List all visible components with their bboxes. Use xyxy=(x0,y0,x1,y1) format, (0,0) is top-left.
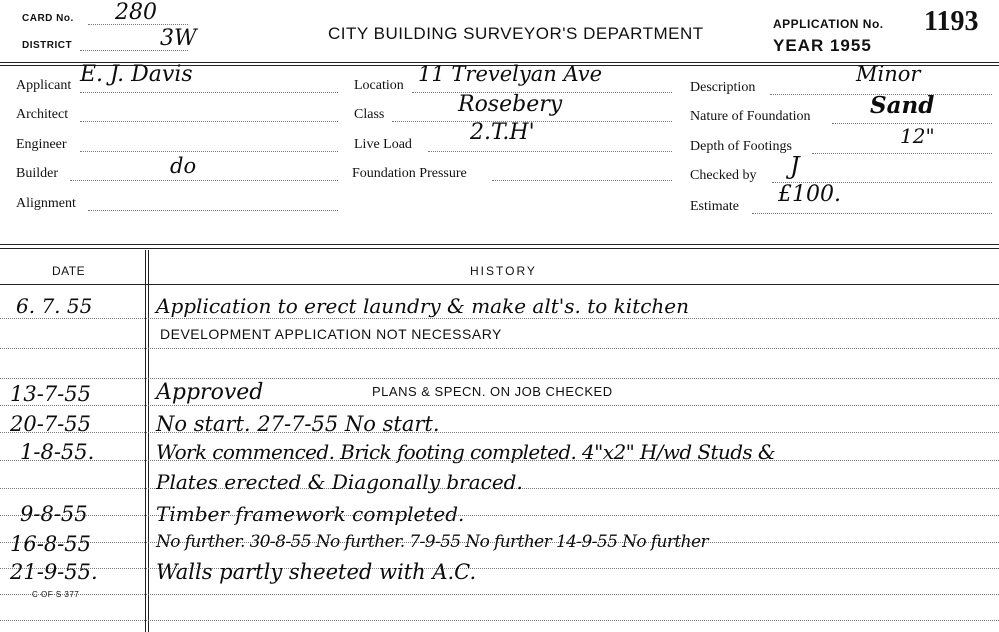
history-text: Plates erected & Diagonally braced. xyxy=(156,470,523,494)
form-code: C OF S 377 xyxy=(32,590,80,599)
class-value: Rosebery xyxy=(458,92,563,117)
history-text: No further. 30-8-55 No further. 7-9-55 No further 14-9-55 No further xyxy=(156,532,708,552)
card-no-label: CARD No. xyxy=(22,13,74,24)
location-label: Location xyxy=(354,78,404,93)
nature-of-foundation-value: Sand xyxy=(870,92,935,119)
live-load-line xyxy=(428,151,672,152)
foundation-pressure-line xyxy=(492,180,672,181)
year-label: YEAR 1955 xyxy=(773,36,872,55)
history-date: 1-8-55. xyxy=(20,440,95,464)
history-rule xyxy=(0,318,999,319)
applicant-value: E. J. Davis xyxy=(80,62,193,87)
history-rule xyxy=(0,515,999,516)
history-text: Work commenced. Brick footing completed. 4"x2" H/wd Studs & xyxy=(156,440,776,464)
district-value: 3W xyxy=(160,26,197,51)
depth-of-footings-value: 12" xyxy=(900,124,935,148)
foundation-pressure-label: Foundation Pressure xyxy=(352,166,467,181)
history-date: 21-9-55. xyxy=(10,560,98,584)
builder-line xyxy=(70,180,338,181)
architect-line xyxy=(80,121,338,122)
section-rule-bottom xyxy=(0,248,999,249)
history-rule xyxy=(0,568,999,569)
plans-checked-stamp: PLANS & SPECN. ON JOB CHECKED xyxy=(372,384,613,399)
date-header: DATE xyxy=(52,264,86,278)
department-title: CITY BUILDING SURVEYOR'S DEPARTMENT xyxy=(328,24,704,43)
checked-by-value: J xyxy=(790,152,800,180)
history-rule xyxy=(0,378,999,379)
alignment-label: Alignment xyxy=(16,196,76,211)
history-date: 20-7-55 xyxy=(10,412,91,436)
estimate-label: Estimate xyxy=(690,199,739,214)
live-load-label: Live Load xyxy=(354,137,412,152)
checked-by-label: Checked by xyxy=(690,168,757,183)
district-label: DISTRICT xyxy=(22,40,73,51)
history-text: Application to erect laundry & make alt's. to kitchen xyxy=(156,294,690,318)
live-load-value: 2.T.H' xyxy=(470,120,535,145)
history-rule xyxy=(0,405,999,406)
applicant-line xyxy=(80,92,338,93)
development-stamp: DEVELOPMENT APPLICATION NOT NECESSARY xyxy=(160,326,502,342)
history-rule xyxy=(0,620,999,621)
history-date: 13-7-55 xyxy=(10,382,91,406)
depth-of-footings-line xyxy=(812,153,992,154)
applicant-label: Applicant xyxy=(16,78,72,93)
history-rule xyxy=(0,348,999,349)
estimate-value: £100. xyxy=(778,182,841,207)
estimate-line xyxy=(752,213,992,214)
history-header-rule xyxy=(0,284,999,285)
history-date: 16-8-55 xyxy=(10,532,91,556)
history-date: 9-8-55 xyxy=(20,502,88,526)
engineer-line xyxy=(80,151,338,152)
class-label: Class xyxy=(354,107,385,122)
engineer-label: Engineer xyxy=(16,137,67,152)
depth-of-footings-label: Depth of Footings xyxy=(690,139,792,154)
history-text: No start. 27-7-55 No start. xyxy=(156,412,440,436)
nature-of-foundation-label: Nature of Foundation xyxy=(690,109,811,124)
builder-label: Builder xyxy=(16,166,58,181)
date-column-divider-2 xyxy=(148,250,149,632)
application-no-value: 1193 xyxy=(924,6,979,37)
history-header: HISTORY xyxy=(470,264,537,278)
history-date: 6. 7. 55 xyxy=(16,294,93,318)
card-no-value: 280 xyxy=(115,0,157,25)
location-value: 11 Trevelyan Ave xyxy=(418,62,603,86)
builder-value: do xyxy=(170,154,197,178)
section-rule-top xyxy=(0,244,999,245)
history-text: Timber framework completed. xyxy=(156,502,465,526)
alignment-line xyxy=(88,210,338,211)
application-no-label: APPLICATION No. xyxy=(773,17,884,31)
date-column-divider xyxy=(145,250,146,632)
description-label: Description xyxy=(690,80,756,95)
history-rule xyxy=(0,432,999,433)
history-text: Walls partly sheeted with A.C. xyxy=(156,560,477,584)
history-rule xyxy=(0,594,999,595)
architect-label: Architect xyxy=(16,107,69,122)
description-value: Minor xyxy=(856,62,921,86)
history-text: Approved xyxy=(156,380,264,405)
